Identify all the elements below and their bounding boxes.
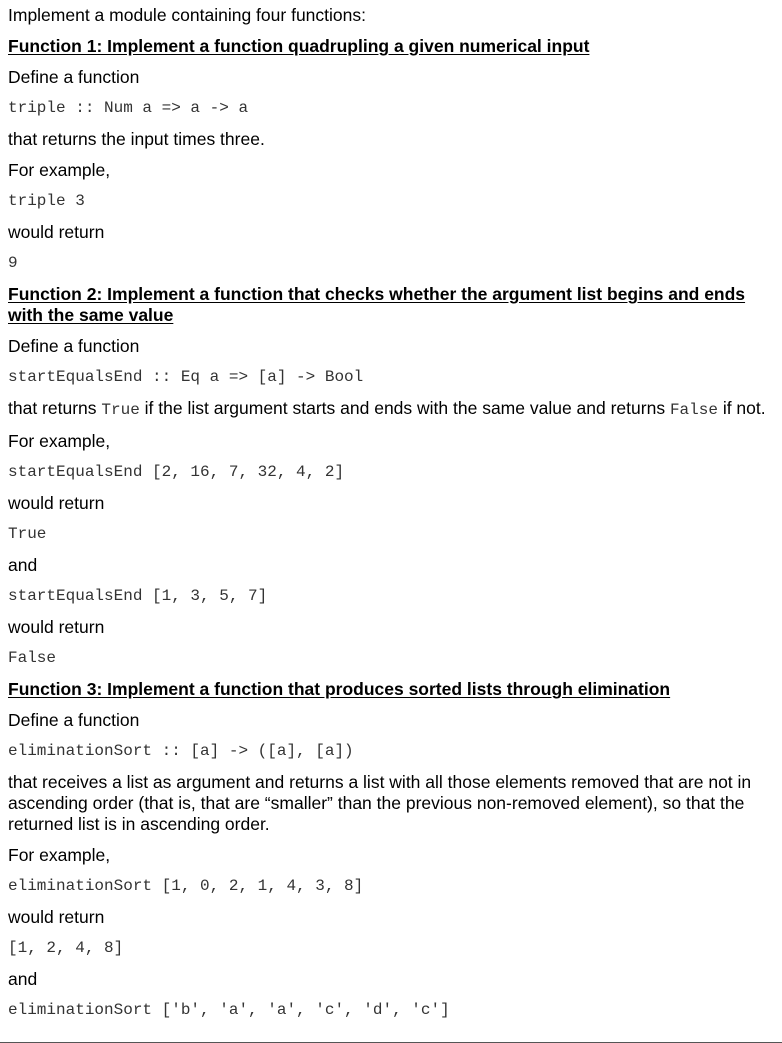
function-1-heading: Function 1: Implement a function quadrupling a given numerical input	[8, 36, 590, 56]
function-2-for-example: For example,	[8, 431, 111, 451]
function-3-heading: Function 3: Implement a function that produces sorted lists through elimination	[8, 679, 671, 699]
function-1-would-return: would return	[8, 222, 105, 242]
function-1-description: that returns the input times three.	[8, 129, 265, 149]
function-3-define-label: Define a function	[8, 710, 140, 730]
function-2-would-return-1: would return	[8, 493, 105, 513]
function-3-example-1-call: eliminationSort [1, 0, 2, 1, 4, 3, 8]	[8, 877, 364, 895]
function-3-and: and	[8, 969, 38, 989]
function-2-desc-part3: if not.	[717, 398, 766, 418]
function-2-example-2-call: startEqualsEnd [1, 3, 5, 7]	[8, 587, 268, 605]
inline-code-true: True	[101, 401, 140, 419]
function-1-for-example: For example,	[8, 160, 111, 180]
function-1-example-call: triple 3	[8, 192, 85, 210]
function-3-signature: eliminationSort :: [a] -> ([a], [a])	[8, 742, 354, 760]
function-1-signature: triple :: Num a => a -> a	[8, 99, 249, 117]
function-2-and: and	[8, 555, 38, 575]
function-1-example-result: 9	[8, 254, 18, 272]
inline-code-false: False	[669, 401, 718, 419]
function-2-example-2-result: False	[8, 649, 57, 667]
function-2-desc-part1: that returns	[8, 398, 102, 418]
function-2-desc-part2: if the list argument starts and ends with the same value and returns	[139, 398, 670, 418]
function-2-would-return-2: would return	[8, 617, 105, 637]
function-3-would-return-1: would return	[8, 907, 105, 927]
intro-text: Implement a module containing four functions:	[8, 5, 366, 25]
function-3-for-example: For example,	[8, 845, 111, 865]
function-2-example-1-result: True	[8, 525, 47, 543]
function-2-example-1-call: startEqualsEnd [2, 16, 7, 32, 4, 2]	[8, 463, 345, 481]
function-3-example-1-result: [1, 2, 4, 8]	[8, 939, 124, 957]
function-2-signature: startEqualsEnd :: Eq a => [a] -> Bool	[8, 368, 364, 386]
function-2-description	[8, 398, 776, 421]
function-3-example-2-call: eliminationSort ['b', 'a', 'a', 'c', 'd', 'c']	[8, 1001, 450, 1019]
function-1-define-label: Define a function	[8, 67, 140, 87]
function-2-heading: Function 2: Implement a function that checks whether the argument list begins and ends with the same value	[8, 284, 746, 325]
function-2-define-label: Define a function	[8, 336, 140, 356]
function-3-description: that receives a list as argument and returns a list with all those elements removed that are not in ascending order (that is, that are “smaller” than the previous non-removed element), so that the returned list is in ascending order.	[8, 772, 752, 834]
document-body	[8, 5, 776, 1031]
